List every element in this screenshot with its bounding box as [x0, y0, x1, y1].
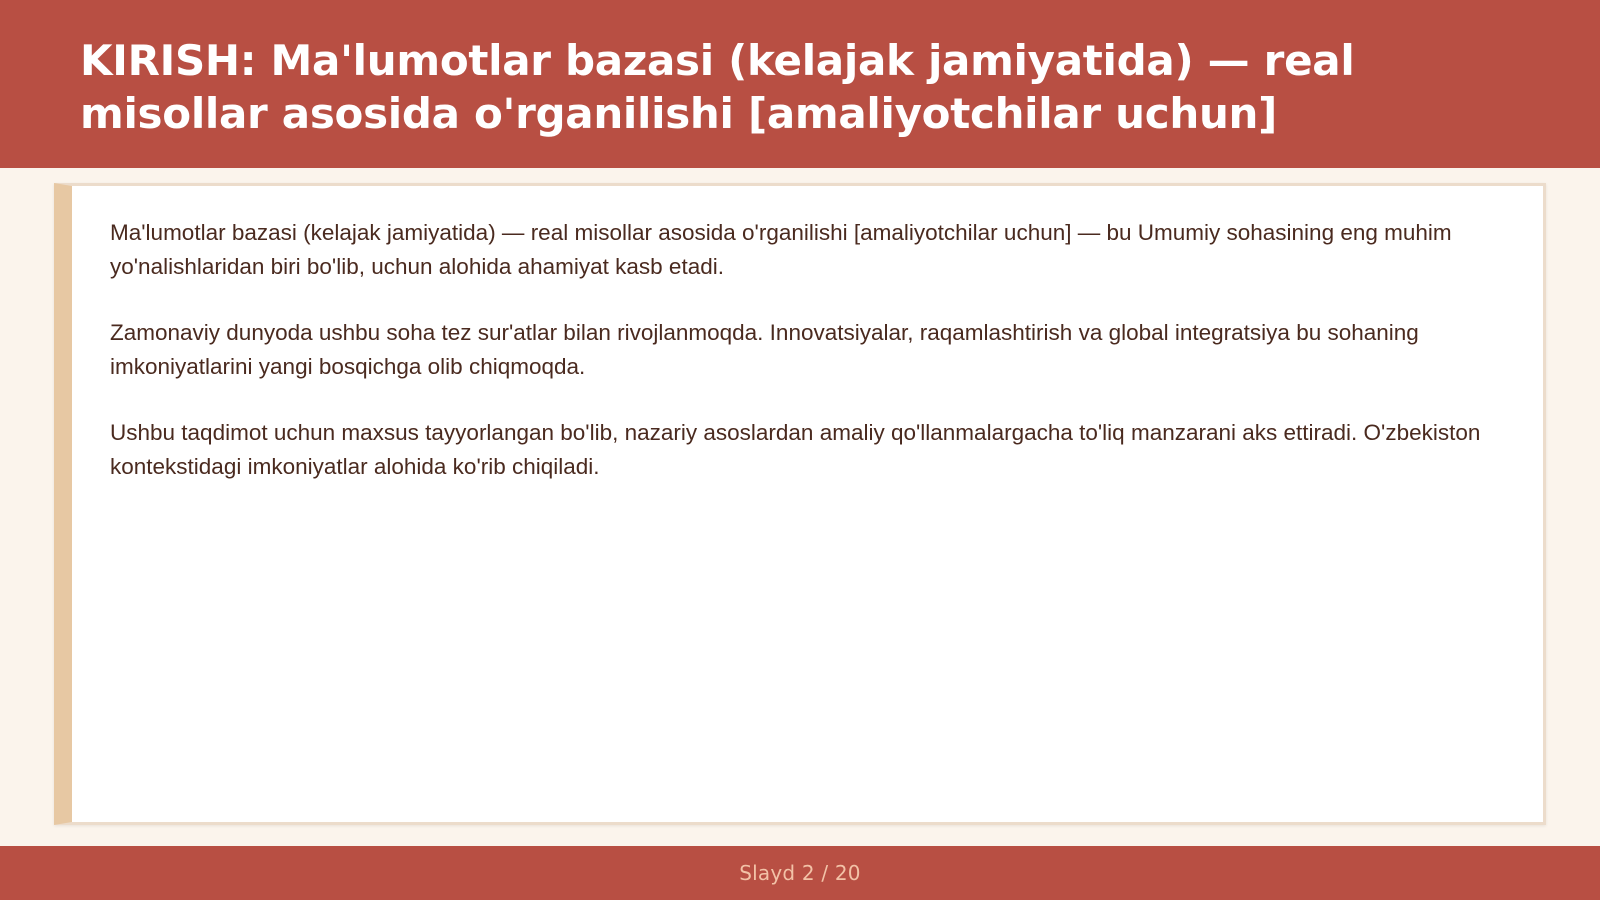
- slide-footer: [0, 846, 1600, 900]
- slide-counter: Slayd 2 / 20: [739, 861, 861, 885]
- content-card: [54, 183, 1546, 825]
- content-paragraph-2: Zamonaviy dunyoda ushbu soha tez sur'atlar bilan rivojlanmoqda. Innovatsiyalar, raqamlashtirish va global integratsiya bu sohaning imkoniyatlarini yangi bosqichga olib chiqmoqda.: [110, 320, 1419, 379]
- slide-header: [0, 0, 1600, 168]
- content-paragraph-1: Ma'lumotlar bazasi (kelajak jamiyatida) — real misollar asosida o'rganilishi [amaliyotchilar uchun] — bu Umumiy sohasining eng muhim yo'nalishlaridan biri bo'lib, uchun alohida ahamiyat kasb etadi.: [110, 220, 1452, 279]
- content-paragraph-3: Ushbu taqdimot uchun maxsus tayyorlangan bo'lib, nazariy asoslardan amaliy qo'llanmalargacha to'liq manzarani aks ettiradi. O'zbekiston kontekstidagi imkoniyatlar alohida ko'rib chiqiladi.: [110, 420, 1481, 479]
- slide-title: KIRISH: Ma'lumotlar bazasi (kelajak jamiyatida) — real misollar asosida o'rganilishi [amaliyotchilar uchun]: [80, 36, 1355, 138]
